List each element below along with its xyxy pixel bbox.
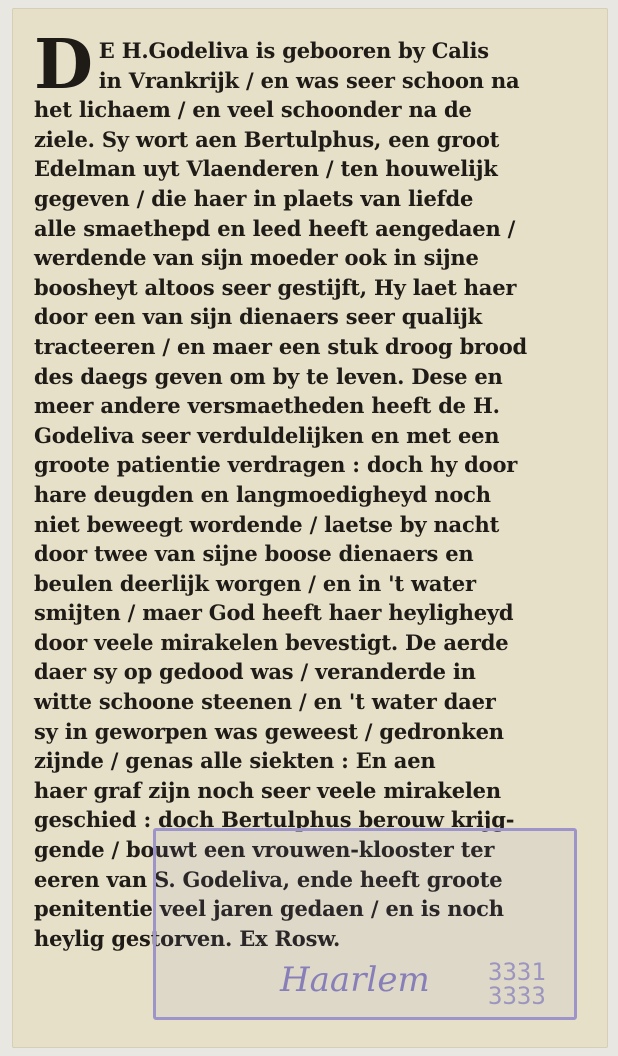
text-line: zijnde / genas alle siekten : En aen bbox=[34, 748, 436, 774]
text-line: heylig gestorven. Ex Rosw. bbox=[34, 925, 341, 951]
text-line: ziele. Sy wort aen Bertulphus, een groot bbox=[34, 126, 500, 152]
text-line: haer graf zijn noch seer veele mirakelen bbox=[34, 777, 501, 803]
stamp-number-top: 3331 bbox=[488, 958, 546, 986]
stamp-number-bottom: 3333 bbox=[488, 982, 546, 1010]
text-line: door veele mirakelen bevestigt. De aerde bbox=[34, 629, 509, 655]
text-line: het lichaem / en veel schoonder na de bbox=[34, 97, 472, 123]
text-line: penitentie veel jaren gedaen / en is noch bbox=[34, 896, 504, 922]
text-line: groote patientie verdragen : doch hy door bbox=[34, 452, 518, 478]
text-line: sy in geworpen was geweest / gedronken bbox=[34, 718, 504, 744]
text-line: niet beweegt wordende / laetse by nacht bbox=[34, 511, 500, 537]
text-line: smijten / maer God heeft haer heyligheyd bbox=[34, 600, 514, 626]
text-line: gegeven / die haer in plaets van liefde bbox=[34, 185, 474, 211]
text-line: geschied : doch Bertulphus berouw krijg- bbox=[34, 807, 515, 833]
text-line: eeren van S. Godeliva, ende heeft groote bbox=[34, 866, 503, 892]
text-line: boosheyt altoos seer gestijft, Hy laet haer bbox=[34, 274, 517, 300]
stamp-number bbox=[488, 960, 546, 1008]
text-line: meer andere versmaetheden heeft de H. bbox=[34, 393, 500, 419]
text-line: alle smaethepd en leed heeft aengedaen / bbox=[34, 215, 516, 241]
text-line: Godeliva seer verduldelijken en met een bbox=[34, 422, 500, 448]
text-line: gende / bouwt een vrouwen-klooster ter bbox=[34, 837, 495, 863]
document-text bbox=[34, 25, 574, 953]
text-line: witte schoone steenen / en 't water daer bbox=[34, 689, 496, 715]
text-line: tracteeren / en maer een stuk droog brood bbox=[34, 333, 528, 359]
stamp-city: Haarlem bbox=[280, 960, 430, 1000]
text-line: werdende van sijn moeder ook in sijne bbox=[34, 245, 479, 271]
text-line: Edelman uyt Vlaenderen / ten houwelijk bbox=[34, 156, 498, 182]
text-line: in Vrankrijk / en was seer schoon na bbox=[98, 67, 520, 93]
text-line: door een van sijn dienaers seer qualijk bbox=[34, 304, 482, 330]
text-line: des daegs geven om by te leven. Dese en bbox=[34, 363, 503, 389]
drop-cap: D bbox=[34, 25, 93, 105]
first-line-text: E H.Godeliva is gebooren by Calis bbox=[98, 38, 489, 63]
text-line: beulen deerlijk worgen / en in 't water bbox=[34, 570, 476, 596]
text-line: hare deugden en langmoedigheyd noch bbox=[34, 481, 491, 507]
text-line: door twee van sijne boose dienaers en bbox=[34, 541, 474, 567]
text-line: daer sy op gedood was / veranderde in bbox=[34, 659, 476, 685]
